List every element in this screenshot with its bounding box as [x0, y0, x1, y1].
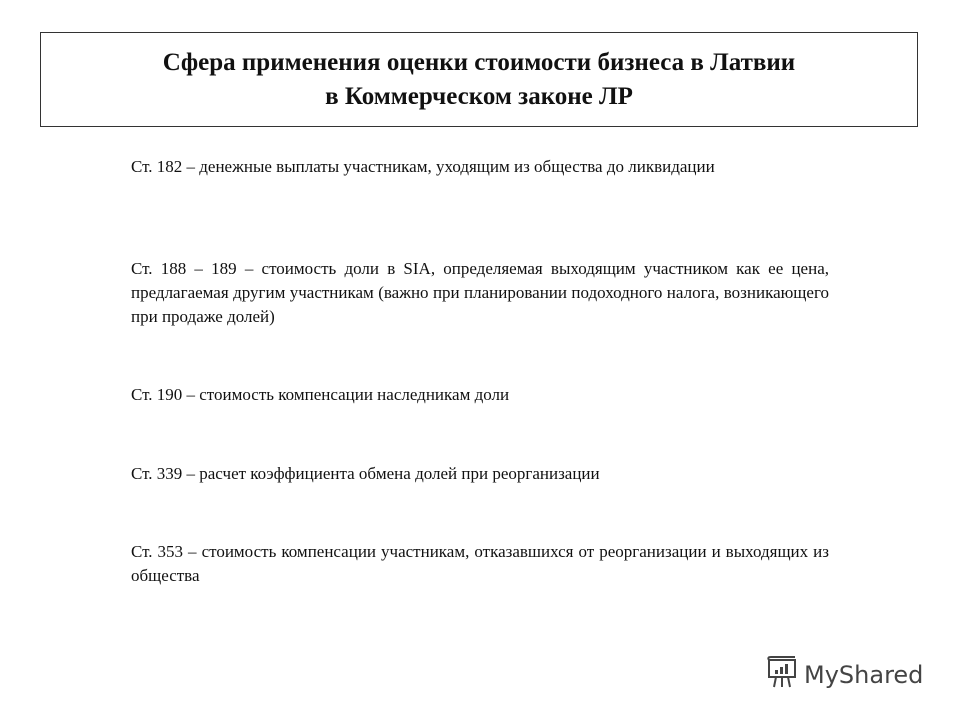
- slide-title-box: [40, 32, 918, 127]
- article-item-353: Ст. 353 – стоимость компенсации участникам, отказавшихся от реорганизации и выходящих из общества: [131, 542, 829, 585]
- article-item-190: Ст. 190 – стоимость компенсации наследникам доли: [131, 385, 510, 404]
- article-item-182: Ст. 182 – денежные выплаты участникам, уходящим из общества до ликвидации: [131, 157, 715, 176]
- presentation-board-icon: [766, 655, 798, 695]
- slide-title-line-2: в Коммерческом законе ЛР: [325, 82, 633, 110]
- article-item-188-189: Ст. 188 – 189 – стоимость доли в SIA, определяемая выходящим участником как ее цена, предлагаемая другим участникам (важно при планировании подоходного налога, возникающего при продаже долей): [131, 259, 829, 326]
- article-item-339: Ст. 339 – расчет коэффициента обмена долей при реорганизации: [131, 464, 600, 483]
- watermark-label: MyShared: [804, 661, 924, 689]
- slide-title-line-1: Сфера применения оценки стоимости бизнеса в Латвии: [162, 48, 796, 76]
- watermark-logo: [766, 655, 923, 695]
